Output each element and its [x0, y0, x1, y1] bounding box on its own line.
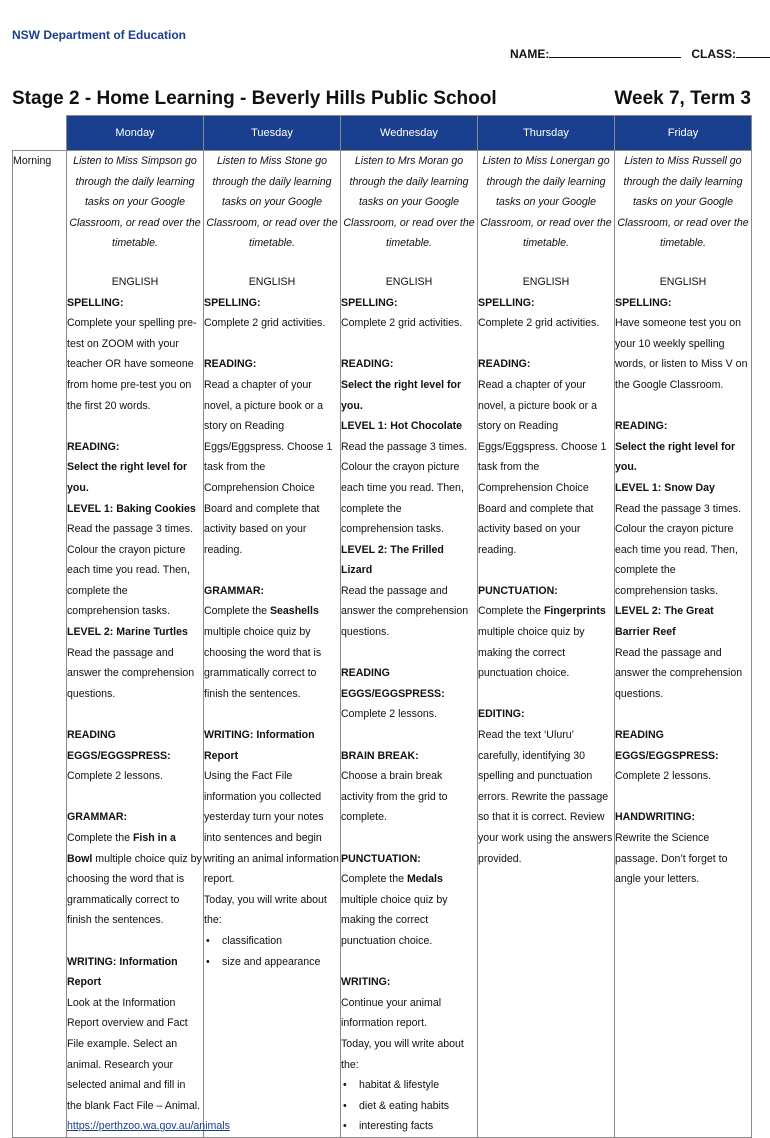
wednesday-reading-heading: READING: — [341, 358, 394, 371]
list-item: • habitat & lifestyle — [359, 1075, 477, 1096]
wednesday-level1-heading: LEVEL 1: Hot Chocolate — [341, 420, 463, 433]
wednesday-punctuation-quiz-name: Medals — [406, 873, 443, 886]
tuesday-writing-heading: WRITING: Information Report — [204, 729, 315, 762]
thursday-reading-heading: READING: — [478, 358, 531, 371]
monday-reading-eggs-heading: READING EGGS/EGGSPRESS: — [67, 729, 171, 762]
class-label: CLASS: — [691, 47, 737, 61]
monday-grammar-quiz-name: Fish in a Bowl — [67, 832, 176, 865]
wednesday-writing-text: Continue your animal information report. — [341, 996, 442, 1030]
tuesday-writing-text-2: Today, you will write about the: — [204, 893, 327, 927]
wednesday-english-heading: ENGLISH — [385, 275, 433, 288]
friday-level1-heading: LEVEL 1: Snow Day — [615, 481, 715, 494]
thursday-intro: Listen to Miss Lonergan go through the daily learning tasks on your Google Classroom, or read over the timetable. — [480, 155, 612, 250]
thursday-reading-text: Read a chapter of your novel, a picture book or a story on Reading Eggs/Eggspress. Choose 1 task from the Comprehension Choice Board and complete that activity based on your reading. — [478, 378, 607, 556]
corner-cell — [13, 116, 67, 151]
thursday-cell — [478, 151, 615, 1138]
friday-handwriting-text: Rewrite the Science passage. Don’t forget to angle your letters. — [615, 832, 728, 886]
perth-zoo-link[interactable]: https://perthzoo.wa.gov.au/animals — [67, 1120, 230, 1133]
thursday-punctuation-heading: PUNCTUATION: — [478, 584, 558, 597]
thursday-editing-text: Read the text ‘Uluru’ carefully, identifying 30 spelling and punctuation errors. Rewrite the passage so that it is correct. Review your work using the answers provided. — [478, 729, 613, 865]
monday-english-heading: ENGLISH — [111, 275, 159, 288]
tuesday-intro: Listen to Miss Stone go through the daily learning tasks on your Google Classroom, or read over the timetable. — [206, 155, 338, 250]
name-blank-line[interactable] — [549, 47, 681, 58]
thursday-punctuation-quiz-name: Fingerprints — [543, 605, 606, 618]
monday-grammar-heading: GRAMMAR: — [67, 811, 128, 824]
thursday-english-heading: ENGLISH — [522, 275, 570, 288]
wednesday-intro: Listen to Mrs Moran go through the daily learning tasks on your Google Classroom, or read over the timetable. — [343, 155, 475, 250]
wednesday-punctuation-heading: PUNCTUATION: — [341, 852, 421, 865]
friday-reading-heading: READING: — [615, 420, 668, 433]
wednesday-brain-break-heading: BRAIN BREAK: — [341, 749, 419, 762]
list-item: • size and appearance — [222, 952, 340, 973]
friday-level2-heading: LEVEL 2: The Great Barrier Reef — [615, 605, 714, 639]
page-title: Stage 2 - Home Learning - Beverly Hills Public School — [12, 88, 497, 109]
friday-english-heading: ENGLISH — [659, 275, 707, 288]
tuesday-grammar-text: Complete the Seashells multiple choice quiz by choosing the word that is grammatically correct to finish the sentences. — [204, 605, 322, 700]
monday-writing-heading: WRITING: Information Report — [67, 955, 178, 989]
monday-grammar-text: Complete the Fish in a Bowl multiple choice quiz by choosing the word that is grammatically correct to finish the sentences. — [67, 832, 202, 927]
wednesday-level2-heading: LEVEL 2: The Frilled Lizard — [341, 543, 444, 577]
monday-level1-text: Read the passage 3 times. Colour the crayon picture each time you read. Then, complete the comprehension tasks. — [67, 523, 194, 618]
wednesday-writing-text-2: Today, you will write about the: — [341, 1037, 464, 1071]
monday-writing-text: Look at the Information Report overview and Fact File example. Select an animal. Research your selected animal and fill in the blank Fact File – Animal. — [67, 996, 201, 1112]
friday-level2-text: Read the passage and answer the comprehension questions. — [615, 646, 743, 700]
monday-reading-eggs-text: Complete 2 lessons. — [67, 770, 163, 783]
wednesday-cell — [341, 151, 478, 1138]
tuesday-writing-list — [204, 931, 340, 972]
day-header-monday: Monday — [67, 116, 204, 151]
friday-handwriting-heading: HANDWRITING: — [615, 811, 696, 824]
week-term-label: Week 7, Term 3 — [614, 88, 751, 109]
monday-cell — [67, 151, 230, 1138]
wednesday-reading-eggs-text: Complete 2 lessons. — [341, 708, 437, 721]
friday-reading-select: Select the right level for you. — [615, 440, 736, 474]
day-header-wednesday: Wednesday — [341, 116, 478, 151]
department-name: NSW Department of Education — [12, 28, 187, 42]
thursday-punctuation-text: Complete the Fingerprints multiple choice quiz by making the correct punctuation choice. — [478, 605, 606, 680]
thursday-spelling-heading: SPELLING: — [478, 296, 535, 309]
timetable — [12, 115, 752, 1138]
day-header-thursday: Thursday — [478, 116, 615, 151]
list-item: • classification — [222, 931, 340, 952]
wednesday-reading-eggs-heading: READING EGGS/EGGSPRESS: — [341, 667, 445, 700]
tuesday-reading-heading: READING: — [204, 358, 257, 371]
name-class-row — [510, 47, 770, 61]
friday-intro: Listen to Miss Russell go through the daily learning tasks on your Google Classroom, or read over the timetable. — [617, 155, 749, 250]
monday-level2-heading: LEVEL 2: Marine Turtles — [67, 626, 188, 639]
thursday-editing-heading: EDITING: — [478, 708, 525, 721]
monday-intro: Listen to Miss Simpson go through the daily learning tasks on your Google Classroom, or read over the timetable. — [69, 155, 201, 250]
monday-reading-select: Select the right level for you. — [67, 461, 188, 494]
thursday-spelling-text: Complete 2 grid activities. — [478, 317, 600, 330]
friday-spelling-text: Have someone test you on your 10 weekly spelling words, or listen to Miss V on the Google Classroom. — [615, 317, 748, 391]
wednesday-level2-text: Read the passage and answer the comprehension questions. — [341, 584, 469, 639]
row-label-morning: Morning — [13, 151, 67, 1138]
monday-reading-heading: READING: — [67, 440, 120, 453]
wednesday-writing-list — [341, 1075, 477, 1137]
monday-spelling-heading: SPELLING: — [67, 296, 124, 309]
tuesday-spelling-heading: SPELLING: — [204, 296, 261, 309]
friday-cell — [615, 151, 752, 1138]
friday-spelling-heading: SPELLING: — [615, 296, 672, 309]
tuesday-english-heading: ENGLISH — [248, 275, 296, 288]
tuesday-spelling-text: Complete 2 grid activities. — [204, 317, 326, 330]
wednesday-spelling-text: Complete 2 grid activities. — [341, 317, 463, 330]
tuesday-reading-text: Read a chapter of your novel, a picture book or a story on Reading Eggs/Eggspress. Choose 1 task from the Comprehension Choice Board and complete that activity based on your reading. — [204, 378, 333, 556]
wednesday-writing-heading: WRITING: — [341, 976, 391, 989]
monday-spelling-text: Complete your spelling pre-test on ZOOM with your teacher OR have someone from home pre-test you on the first 20 words. — [67, 317, 197, 412]
friday-reading-eggs-heading: READING EGGS/EGGSPRESS: — [615, 729, 719, 762]
tuesday-grammar-heading: GRAMMAR: — [204, 584, 265, 597]
list-item: • diet & eating habits — [359, 1096, 477, 1117]
wednesday-reading-select: Select the right level for you. — [341, 378, 462, 412]
tuesday-writing-text: Using the Fact File information you collected yesterday turn your notes into sentences and begin writing an animal information report. — [204, 770, 339, 886]
day-header-friday: Friday — [615, 116, 752, 151]
tuesday-cell — [204, 151, 341, 1138]
wednesday-punctuation-text: Complete the Medals multiple choice quiz by making the correct punctuation choice. — [341, 873, 448, 947]
class-blank-line[interactable] — [736, 47, 770, 58]
wednesday-spelling-heading: SPELLING: — [341, 296, 398, 309]
monday-level2-text: Read the passage and answer the comprehension questions. — [67, 646, 195, 700]
wednesday-brain-break-text: Choose a brain break activity from the grid to complete. — [341, 770, 448, 824]
name-label: NAME: — [510, 47, 550, 61]
wednesday-level1-text: Read the passage 3 times. Colour the crayon picture each time you read. Then, complete the comprehension tasks. — [341, 440, 468, 536]
monday-level1-heading: LEVEL 1: Baking Cookies — [67, 502, 196, 515]
day-header-tuesday: Tuesday — [204, 116, 341, 151]
friday-level1-text: Read the passage 3 times. Colour the crayon picture each time you read. Then, complete the comprehension tasks. — [615, 502, 742, 597]
tuesday-grammar-quiz-name: Seashells — [269, 605, 319, 618]
friday-reading-eggs-text: Complete 2 lessons. — [615, 770, 711, 783]
list-item: • interesting facts — [359, 1116, 477, 1137]
